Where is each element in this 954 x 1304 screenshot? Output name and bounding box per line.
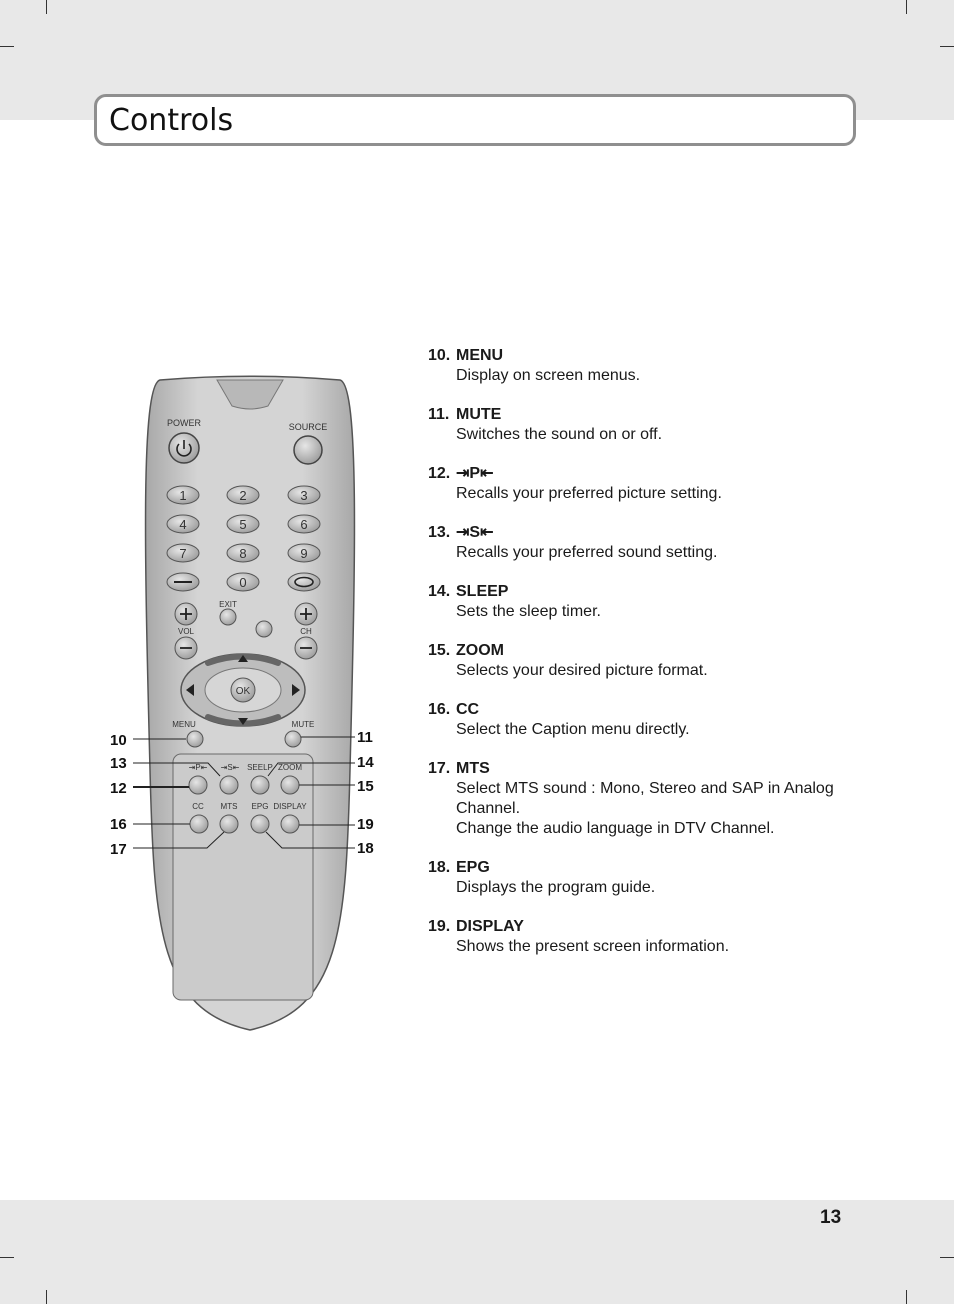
remote-diagram [100, 370, 400, 1060]
callout-18: 18 [357, 840, 374, 857]
desc-text: Recalls your preferred sound setting. [456, 544, 718, 561]
zoom-button[interactable] [281, 776, 299, 794]
callout-11: 11 [357, 729, 373, 746]
desc-number: 13. [428, 524, 451, 541]
desc-item [428, 405, 888, 445]
desc-item [428, 858, 888, 898]
footer-band [0, 1200, 954, 1304]
callout-10: 10 [110, 732, 127, 749]
source-button[interactable] [294, 436, 322, 464]
desc-name: MTS [456, 760, 490, 777]
control-descriptions [428, 346, 888, 976]
desc-number: 12. [428, 465, 451, 482]
crop-mark [0, 46, 14, 47]
display-button[interactable] [281, 815, 299, 833]
cc-button[interactable] [190, 815, 208, 833]
crop-mark [46, 0, 47, 14]
sleep-label: SEELP [247, 763, 273, 772]
menu-label: MENU [172, 720, 196, 729]
cc-label: CC [192, 802, 204, 811]
crop-mark [940, 1257, 954, 1258]
desc-item [428, 759, 888, 839]
desc-text: Sets the sleep timer. [456, 603, 601, 620]
display-label: DISPLAY [273, 802, 307, 811]
key-8-label: 8 [239, 546, 247, 561]
desc-item [428, 464, 888, 504]
epg-label: EPG [251, 802, 269, 811]
desc-number: 18. [428, 859, 451, 876]
callout-17: 17 [110, 841, 127, 858]
crop-mark [906, 1290, 907, 1304]
desc-name: CC [456, 701, 480, 718]
desc-text: Displays the program guide. [456, 879, 656, 896]
mts-button[interactable] [220, 815, 238, 833]
desc-number: 17. [428, 760, 451, 777]
key-5-label: 5 [239, 517, 247, 532]
title-box [94, 94, 856, 146]
desc-name: ⇥P⇤ [456, 465, 494, 482]
desc-text: Select MTS sound : Mono, Stereo and SAP in Analog Channel. [456, 780, 834, 817]
desc-text: Selects your desired picture format. [456, 662, 708, 679]
callout-15: 15 [357, 778, 374, 795]
sleep-button[interactable] [251, 776, 269, 794]
callout-19: 19 [357, 816, 374, 833]
desc-item [428, 917, 888, 957]
key-3-label: 3 [300, 488, 308, 503]
key-2-label: 2 [239, 488, 247, 503]
crop-mark [0, 1257, 14, 1258]
key-6-label: 6 [300, 517, 308, 532]
menu-button[interactable] [187, 731, 203, 747]
page-title: Controls [109, 103, 234, 138]
desc-item [428, 346, 888, 386]
power-label: POWER [166, 418, 202, 428]
mute-button[interactable] [285, 731, 301, 747]
crop-mark [906, 0, 907, 14]
recall-key[interactable] [288, 573, 320, 591]
desc-item [428, 641, 888, 681]
picture-button[interactable] [189, 776, 207, 794]
desc-item [428, 523, 888, 563]
desc-item [428, 582, 888, 622]
key-0-label: 0 [239, 575, 247, 590]
page-number: 13 [820, 1207, 842, 1228]
desc-name: EPG [456, 859, 490, 876]
mute-label: MUTE [291, 720, 315, 729]
key-7-label: 7 [179, 546, 187, 561]
desc-text: Shows the present screen information. [456, 938, 730, 955]
sound-label: ⇥S⇤ [220, 763, 240, 772]
desc-number: 11. [428, 406, 450, 423]
desc-name: ZOOM [456, 642, 504, 659]
desc-number: 19. [428, 918, 451, 935]
exit-label: EXIT [219, 600, 237, 609]
desc-number: 10. [428, 347, 451, 364]
vol-label: VOL [177, 627, 195, 636]
desc-text: Select the Caption menu directly. [456, 721, 690, 738]
desc-name: MUTE [456, 406, 502, 423]
callout-12: 12 [110, 780, 127, 797]
key-9-label: 9 [300, 546, 308, 561]
desc-number: 15. [428, 642, 451, 659]
desc-name: MENU [456, 347, 504, 364]
desc-text: Recalls your preferred picture setting. [456, 485, 722, 502]
desc-name: SLEEP [456, 583, 509, 600]
desc-name: DISPLAY [456, 918, 524, 935]
ok-label: OK [235, 686, 251, 697]
desc-number: 16. [428, 701, 451, 718]
mts-label: MTS [220, 802, 238, 811]
desc-name: ⇥S⇤ [456, 524, 494, 541]
callout-13: 13 [110, 755, 127, 772]
ch-label: CH [300, 627, 312, 636]
picture-label: ⇥P⇤ [188, 763, 208, 772]
epg-button[interactable] [251, 815, 269, 833]
desc-text: Display on screen menus. [456, 367, 641, 384]
center-button[interactable] [256, 621, 272, 637]
zoom-label: ZOOM [278, 763, 302, 772]
desc-number: 14. [428, 583, 451, 600]
callout-14: 14 [357, 754, 374, 771]
sound-button[interactable] [220, 776, 238, 794]
key-4-label: 4 [179, 517, 187, 532]
key-1-label: 1 [179, 488, 187, 503]
desc-item [428, 700, 888, 740]
desc-text: Switches the sound on or off. [456, 426, 663, 443]
exit-button[interactable] [220, 609, 236, 625]
source-label: SOURCE [288, 422, 328, 432]
desc-text: Change the audio language in DTV Channel. [456, 820, 775, 837]
crop-mark [940, 46, 954, 47]
crop-mark [46, 1290, 47, 1304]
callout-16: 16 [110, 816, 127, 833]
